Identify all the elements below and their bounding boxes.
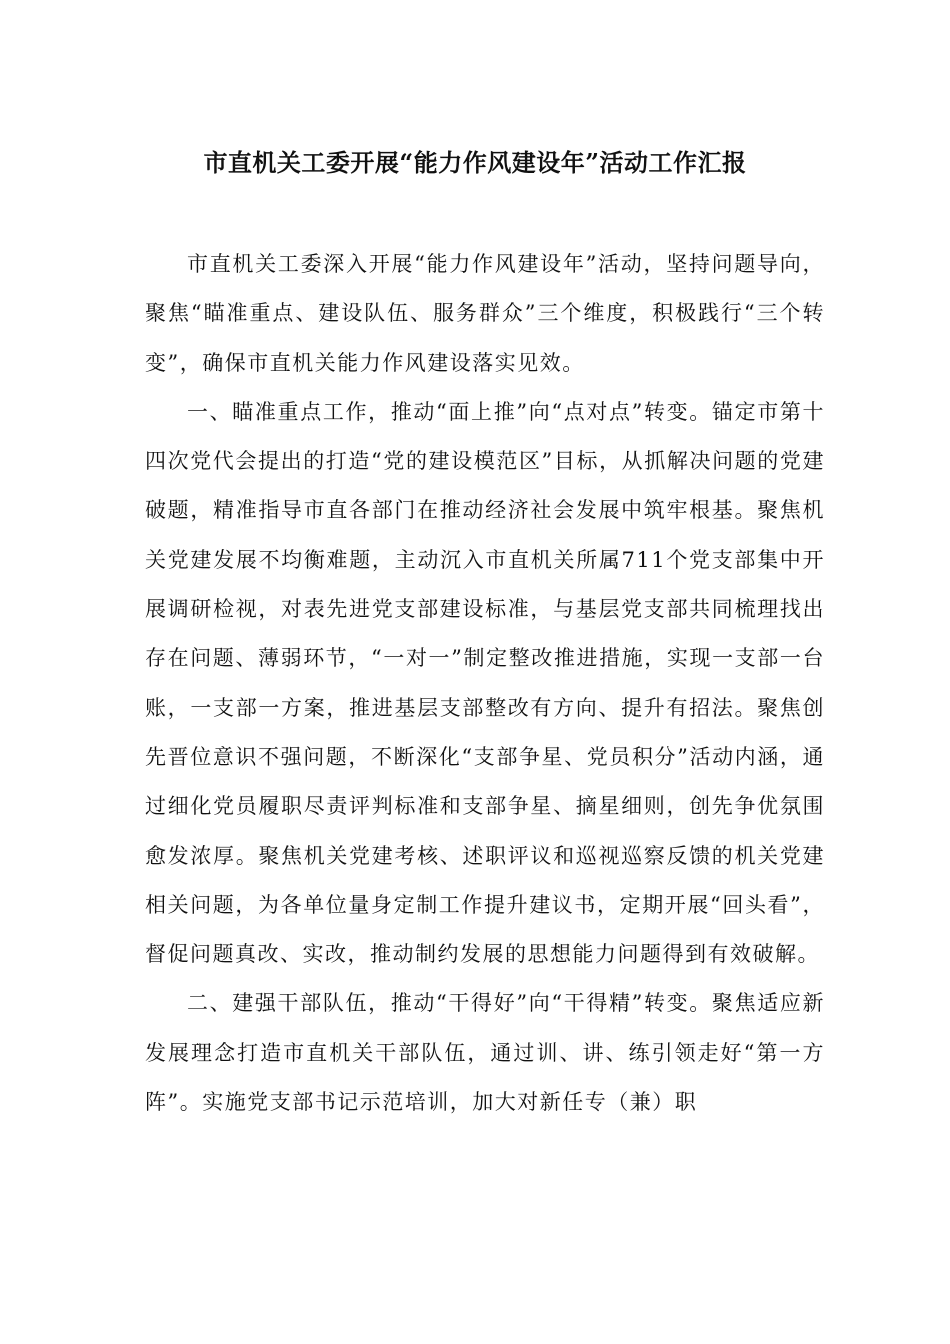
document-title: 市直机关工委开展“能力作风建设年”活动工作汇报 [203, 148, 747, 177]
paragraph-intro: 市直机关工委深入开展“能力作风建设年”活动，坚持问题导向，聚焦“瞄准重点、建设队伍、服务群众”三个维度，积极践行“三个转变”，确保市直机关能力作风建设落实见效。 [145, 252, 825, 375]
paragraph-section-one: 一、瞄准重点工作，推动“面上推”向“点对点”转变。锚定市第十四次党代会提出的打造“党的建设模范区”目标，从抓解决问题的党建破题，精准指导市直各部门在推动经济社会发展中筑牢根基。聚焦机关党建发展不均衡难题，主动沉入市直机关所属711个党支部集中开展调研检视，对表先进党支部建设标准，与基层党支部共同梳理找出存在问题、薄弱环节，“一对一”制定整改推进措施，实现一支部一台账，一支部一方案，推进基层支部整改有方向、提升有招法。聚焦创先晋位意识不强问题，不断深化“支部争星、党员积分”活动内涵，通过细化党员履职尽责评判标准和支部争星、摘星细则，创先争优氛围愈发浓厚。聚焦机关党建考核、述职评议和巡视巡察反馈的机关党建相关问题，为各单位量身定制工作提升建议书，定期开展“回头看”，督促问题真改、实改，推动制约发展的思想能力问题得到有效破解。 [145, 399, 825, 967]
paragraph-section-two: 二、建强干部队伍，推动“干得好”向“干得精”转变。聚焦适应新发展理念打造市直机关干部队伍，通过训、讲、练引领走好“第一方阵”。实施党支部书记示范培训，加大对新任专（兼）职 [145, 991, 825, 1115]
document-body [145, 240, 825, 1127]
